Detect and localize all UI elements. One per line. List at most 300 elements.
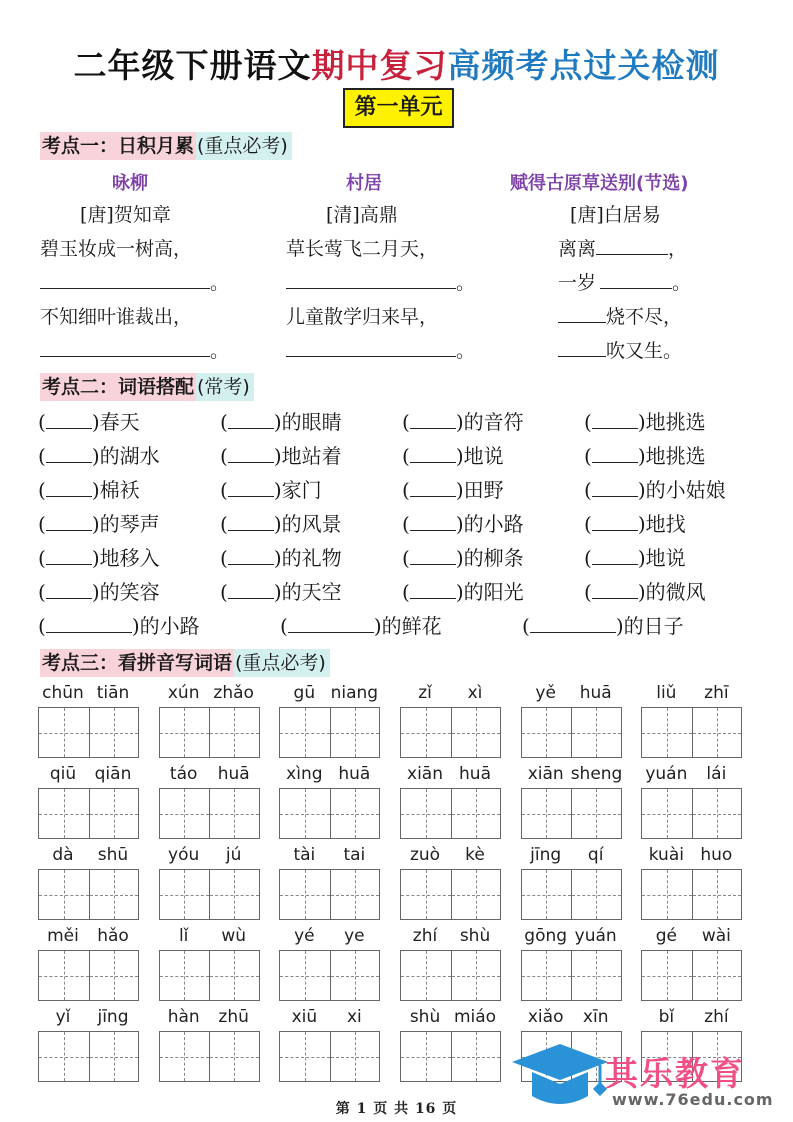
tianzige-boxes (400, 1031, 501, 1082)
poem-title: 咏柳 (112, 173, 148, 194)
pinyin-syllable: huā (459, 764, 491, 784)
pinyin-label (38, 1004, 159, 1031)
pinyin-syllable: qiān (94, 764, 132, 784)
poem-author: [清]高鼎 (326, 204, 398, 226)
collocation-item: ( )的小姑娘 (584, 473, 766, 507)
answer-blank[interactable] (46, 577, 92, 599)
pinyin-syllable: qí (587, 845, 604, 865)
pinyin-syllable: kuài (648, 845, 684, 865)
poem-line: 吹又生。 (510, 334, 770, 368)
tianzige-boxes (400, 788, 501, 839)
pinyin-word (279, 842, 400, 923)
page-title (0, 40, 793, 87)
pinyin-word (279, 1004, 400, 1085)
section-2-label: 考点二：词语搭配 (40, 373, 196, 401)
answer-blank[interactable] (286, 335, 456, 357)
writing-box[interactable] (89, 870, 139, 919)
pinyin-syllable: tiān (96, 683, 130, 703)
writing-box[interactable] (571, 951, 621, 1000)
pinyin-label (400, 761, 521, 788)
pinyin-word (641, 842, 762, 923)
writing-box[interactable] (692, 870, 742, 919)
section-3-header (40, 649, 330, 677)
pinyin-syllable: wài (701, 926, 731, 946)
answer-blank[interactable] (40, 267, 210, 289)
pinyin-syllable: lái (706, 764, 727, 784)
pinyin-label (521, 1004, 642, 1031)
pinyin-syllable: yé (294, 926, 315, 946)
writing-box[interactable] (280, 951, 330, 1000)
section-1-tag: (重点必考) (196, 132, 292, 160)
answer-blank[interactable] (558, 301, 606, 323)
pinyin-word (641, 923, 762, 1004)
writing-box[interactable] (522, 789, 572, 838)
pinyin-syllable: yǐ (55, 1007, 71, 1027)
collocation-item: ( )的小路 (402, 507, 584, 541)
writing-box[interactable] (571, 708, 621, 757)
collocation-item: ( )的风景 (220, 507, 402, 541)
answer-blank[interactable] (228, 441, 274, 463)
writing-box[interactable] (451, 789, 501, 838)
answer-blank[interactable] (410, 543, 456, 565)
pinyin-syllable: xiǎo (527, 1007, 564, 1027)
writing-box[interactable] (280, 789, 330, 838)
pinyin-word (400, 923, 521, 1004)
tianzige-boxes (279, 707, 380, 758)
writing-box[interactable] (209, 870, 259, 919)
poem-title: 赋得古原草送别(节选) (510, 173, 689, 194)
collocation-item: ( )地站着 (220, 439, 402, 473)
answer-blank[interactable] (46, 509, 92, 531)
writing-box[interactable] (160, 870, 210, 919)
pinyin-word (279, 923, 400, 1004)
writing-box[interactable] (692, 951, 742, 1000)
answer-blank[interactable] (558, 335, 606, 357)
tianzige-boxes (159, 950, 260, 1001)
writing-box[interactable] (39, 1032, 89, 1081)
writing-box[interactable] (330, 951, 380, 1000)
poem-author: [唐]贺知章 (80, 204, 171, 226)
collocation-item: ( )地移入 (38, 541, 220, 575)
pinyin-syllable: měi (47, 926, 79, 946)
pinyin-label (159, 923, 280, 950)
pinyin-syllable: xiān (527, 764, 564, 784)
writing-box[interactable] (160, 789, 210, 838)
writing-box[interactable] (330, 708, 380, 757)
pinyin-label (641, 1004, 762, 1031)
pinyin-label (521, 761, 642, 788)
pinyin-syllable: lǐ (178, 926, 189, 946)
tianzige-boxes (38, 707, 139, 758)
writing-box[interactable] (571, 789, 621, 838)
writing-box[interactable] (692, 708, 742, 757)
answer-blank[interactable] (410, 407, 456, 429)
writing-box[interactable] (522, 951, 572, 1000)
answer-blank[interactable] (592, 475, 638, 497)
collocation-item: ( )的鲜花 (280, 609, 522, 643)
collocation-item: ( )的礼物 (220, 541, 402, 575)
poem-line: 碧玉妆成一树高， (40, 238, 193, 260)
section-1-label: 考点一：日积月累 (40, 132, 196, 160)
collocation-item: ( )家门 (220, 473, 402, 507)
collocation-item: ( )的柳条 (402, 541, 584, 575)
pinyin-syllable: ye (344, 926, 365, 946)
writing-box[interactable] (401, 789, 451, 838)
pinyin-syllable: huā (338, 764, 371, 784)
writing-box[interactable] (451, 951, 501, 1000)
pinyin-syllable: niang (330, 683, 379, 703)
pinyin-label (521, 680, 642, 707)
pinyin-syllable: shū (97, 845, 129, 865)
answer-blank[interactable] (410, 577, 456, 599)
pinyin-word (521, 923, 642, 1004)
pinyin-syllable: gū (293, 683, 316, 703)
page-footer: 第 1 页 共 16 页 (335, 1101, 458, 1117)
tianzige-boxes (521, 707, 622, 758)
pinyin-syllable: jīng (530, 845, 562, 865)
pinyin-word (159, 923, 280, 1004)
pinyin-syllable: yuán (574, 926, 617, 946)
pinyin-label (279, 761, 400, 788)
poem-line: 草长莺飞二月天， (286, 238, 439, 260)
pinyin-syllable: yóu (168, 845, 200, 865)
answer-blank[interactable] (46, 441, 92, 463)
writing-box[interactable] (209, 951, 259, 1000)
writing-box[interactable] (401, 951, 451, 1000)
tianzige-boxes (521, 950, 622, 1001)
writing-box[interactable] (89, 789, 139, 838)
pinyin-syllable: tai (343, 845, 366, 865)
writing-box[interactable] (522, 870, 572, 919)
pinyin-label (400, 923, 521, 950)
pinyin-syllable: tài (293, 845, 316, 865)
pinyin-word (400, 842, 521, 923)
pinyin-word (38, 923, 159, 1004)
writing-box[interactable] (642, 708, 692, 757)
pinyin-label (521, 923, 642, 950)
unit-badge: 第一单元 (343, 88, 454, 128)
collocation-item: ( )地找 (584, 507, 766, 541)
pinyin-label (400, 1004, 521, 1031)
tianzige-boxes (159, 707, 260, 758)
section-3-label: 考点三：看拼音写词语 (40, 649, 234, 677)
pinyin-syllable: zuò (409, 845, 441, 865)
writing-box[interactable] (280, 708, 330, 757)
pinyin-syllable: xìng (286, 764, 323, 784)
writing-box[interactable] (642, 951, 692, 1000)
writing-box[interactable] (642, 789, 692, 838)
pinyin-word (400, 761, 521, 842)
answer-blank[interactable] (228, 475, 274, 497)
pinyin-syllable: shù (459, 926, 491, 946)
pinyin-label (38, 923, 159, 950)
poem-author: [唐]白居易 (570, 204, 661, 226)
writing-box[interactable] (451, 870, 501, 919)
pinyin-word (521, 842, 642, 923)
collocation-item: ( )的湖水 (38, 439, 220, 473)
poem-answer-line[interactable]: 。 (40, 266, 270, 300)
pinyin-syllable: táo (169, 764, 198, 784)
tianzige-boxes (641, 950, 742, 1001)
pinyin-label (279, 842, 400, 869)
writing-box[interactable] (330, 789, 380, 838)
tianzige-boxes (521, 788, 622, 839)
tianzige-boxes (38, 788, 139, 839)
tianzige-boxes (641, 707, 742, 758)
pinyin-word (400, 1004, 521, 1085)
writing-box[interactable] (39, 708, 89, 757)
pinyin-label (641, 842, 762, 869)
collocation-row (38, 609, 778, 643)
poem-title: 村居 (346, 173, 382, 194)
collocation-item: ( )棉袄 (38, 473, 220, 507)
answer-blank[interactable] (228, 577, 274, 599)
writing-box[interactable] (160, 951, 210, 1000)
pinyin-word (38, 842, 159, 923)
pinyin-label (159, 680, 280, 707)
pinyin-syllable: gōng (524, 926, 568, 946)
collocation-row (38, 405, 778, 439)
pinyin-word (159, 680, 280, 761)
pinyin-syllable: dà (52, 845, 74, 865)
pinyin-word (38, 680, 159, 761)
poem-line: 儿童散学归来早， (286, 306, 439, 328)
tianzige-boxes (38, 869, 139, 920)
answer-blank[interactable] (228, 509, 274, 531)
writing-box[interactable] (209, 1032, 259, 1081)
writing-box[interactable] (522, 708, 572, 757)
collocation-item: ( )的琴声 (38, 507, 220, 541)
pinyin-label (641, 680, 762, 707)
collocation-item: ( )地挑选 (584, 405, 766, 439)
collocation-item: ( )田野 (402, 473, 584, 507)
section-2-tag: (常考) (196, 373, 254, 401)
pinyin-label (279, 1004, 400, 1031)
answer-blank[interactable] (228, 407, 274, 429)
pinyin-label (159, 1004, 280, 1031)
pinyin-syllable: zhī (704, 683, 729, 703)
answer-blank[interactable] (228, 543, 274, 565)
pinyin-syllable: xì (467, 683, 483, 703)
writing-box[interactable] (280, 1032, 330, 1081)
collocation-item: ( )的眼睛 (220, 405, 402, 439)
watermark-brand: 其乐教育 (605, 1054, 745, 1093)
pinyin-syllable: zǐ (418, 683, 432, 703)
pinyin-syllable: bǐ (658, 1007, 675, 1027)
graduation-cap-icon (510, 1040, 610, 1112)
title-part-checkpoint: 高频考点过关检测 (447, 46, 720, 85)
section-3-tag: (重点必考) (234, 649, 330, 677)
answer-blank[interactable] (592, 441, 638, 463)
pinyin-syllable: xún (167, 683, 200, 703)
writing-box[interactable] (401, 870, 451, 919)
collocation-row (38, 541, 778, 575)
writing-box[interactable] (89, 1032, 139, 1081)
pinyin-label (159, 842, 280, 869)
writing-box[interactable] (280, 870, 330, 919)
pinyin-word (38, 1004, 159, 1085)
tianzige-boxes (641, 869, 742, 920)
pinyin-label (38, 842, 159, 869)
pinyin-row (38, 761, 762, 842)
answer-blank[interactable] (40, 335, 210, 357)
tianzige-boxes (159, 1031, 260, 1082)
watermark (510, 1040, 790, 1120)
collocation-item: ( )的天空 (220, 575, 402, 609)
pinyin-syllable: huā (579, 683, 612, 703)
title-part-midterm: 期中复习 (311, 46, 448, 85)
pinyin-syllable: huā (217, 764, 250, 784)
answer-blank[interactable] (286, 267, 456, 289)
answer-blank[interactable] (592, 543, 638, 565)
writing-box[interactable] (89, 951, 139, 1000)
pinyin-syllable: xiān (407, 764, 443, 784)
collocation-item: ( )地说 (584, 541, 766, 575)
writing-box[interactable] (401, 1032, 451, 1081)
answer-blank[interactable] (592, 509, 638, 531)
writing-box[interactable] (401, 708, 451, 757)
pinyin-syllable: zhí (412, 926, 438, 946)
poem-answer-line[interactable]: 。 (40, 334, 270, 368)
tianzige-boxes (400, 869, 501, 920)
pinyin-label (400, 842, 521, 869)
pinyin-syllable: jīng (97, 1007, 129, 1027)
writing-box[interactable] (330, 870, 380, 919)
pinyin-label (38, 761, 159, 788)
answer-blank[interactable] (46, 611, 132, 633)
pinyin-syllable: jú (225, 845, 242, 865)
answer-blank[interactable] (46, 543, 92, 565)
collocation-item: ( )的阳光 (402, 575, 584, 609)
tianzige-boxes (279, 1031, 380, 1082)
answer-blank[interactable] (410, 475, 456, 497)
pinyin-syllable: wù (221, 926, 247, 946)
pinyin-syllable: sheng (570, 764, 623, 784)
tianzige-boxes (400, 707, 501, 758)
pinyin-word (279, 761, 400, 842)
title-part-grade: 二年级下册语文 (73, 46, 312, 85)
pinyin-syllable: hǎo (97, 926, 129, 946)
tianzige-boxes (400, 950, 501, 1001)
poem-answer-line[interactable]: 。 (286, 266, 516, 300)
collocation-item: ( )的小路 (38, 609, 280, 643)
tianzige-boxes (279, 788, 380, 839)
writing-box[interactable] (209, 708, 259, 757)
pinyin-word (641, 761, 762, 842)
collocation-list (38, 405, 778, 643)
pinyin-syllable: kè (465, 845, 485, 865)
collocation-item: ( )的日子 (522, 609, 764, 643)
pinyin-syllable: gé (655, 926, 677, 946)
writing-box[interactable] (160, 708, 210, 757)
collocation-item: ( )地挑选 (584, 439, 766, 473)
answer-blank[interactable] (288, 611, 374, 633)
writing-box[interactable] (451, 708, 501, 757)
pinyin-label (159, 761, 280, 788)
pinyin-word (159, 1004, 280, 1085)
writing-box[interactable] (39, 951, 89, 1000)
poem-line: 不知细叶谁裁出， (40, 306, 193, 328)
pinyin-row (38, 842, 762, 923)
poem-answer-line[interactable]: 。 (286, 334, 516, 368)
watermark-url: www.76edu.com (612, 1090, 774, 1109)
writing-box[interactable] (39, 870, 89, 919)
writing-box[interactable] (160, 1032, 210, 1081)
poem-yongliu (40, 170, 270, 368)
tianzige-boxes (38, 1031, 139, 1082)
pinyin-syllable: yě (535, 683, 556, 703)
section-1-header (40, 132, 292, 160)
poem-line: 烧不尽， (510, 300, 770, 334)
pinyin-label (279, 923, 400, 950)
collocation-item: ( )的音符 (402, 405, 584, 439)
poem-line: 离离 ， (510, 232, 770, 266)
answer-blank[interactable] (600, 267, 672, 289)
writing-box[interactable] (39, 789, 89, 838)
answer-blank[interactable] (592, 577, 638, 599)
pinyin-word (38, 761, 159, 842)
pinyin-syllable: xīn (582, 1007, 609, 1027)
collocation-item: ( )的微风 (584, 575, 766, 609)
tianzige-boxes (159, 788, 260, 839)
writing-box[interactable] (89, 708, 139, 757)
writing-box[interactable] (209, 789, 259, 838)
pinyin-row (38, 680, 762, 761)
answer-blank[interactable] (596, 233, 668, 255)
tianzige-boxes (38, 950, 139, 1001)
writing-box[interactable] (692, 789, 742, 838)
collocation-row (38, 575, 778, 609)
pinyin-word (521, 761, 642, 842)
pinyin-syllable: xi (346, 1007, 362, 1027)
pinyin-syllable: yuán (645, 764, 688, 784)
tianzige-boxes (641, 788, 742, 839)
answer-blank[interactable] (46, 475, 92, 497)
pinyin-label (279, 680, 400, 707)
pinyin-label (400, 680, 521, 707)
pinyin-syllable: qiū (49, 764, 77, 784)
pinyin-label (641, 761, 762, 788)
answer-blank[interactable] (530, 611, 616, 633)
pinyin-syllable: zhū (218, 1007, 249, 1027)
pinyin-syllable: miáo (453, 1007, 497, 1027)
answer-blank[interactable] (410, 509, 456, 531)
pinyin-syllable: liǔ (656, 683, 677, 703)
answer-blank[interactable] (410, 441, 456, 463)
poem-fudegu (510, 170, 770, 368)
answer-blank[interactable] (592, 407, 638, 429)
pinyin-word (400, 680, 521, 761)
writing-box[interactable] (571, 870, 621, 919)
collocation-item: ( )春天 (38, 405, 220, 439)
writing-box[interactable] (330, 1032, 380, 1081)
collocation-row (38, 507, 778, 541)
writing-box[interactable] (451, 1032, 501, 1081)
pinyin-word (159, 761, 280, 842)
poem-line: 一岁 。 (510, 266, 770, 300)
collocation-row (38, 439, 778, 473)
tianzige-boxes (279, 950, 380, 1001)
collocation-item: ( )的笑容 (38, 575, 220, 609)
pinyin-word (521, 680, 642, 761)
pinyin-label (521, 842, 642, 869)
collocation-item: ( )地说 (402, 439, 584, 473)
pinyin-label (641, 923, 762, 950)
writing-box[interactable] (642, 870, 692, 919)
pinyin-word (159, 842, 280, 923)
pinyin-grid (38, 680, 762, 1085)
answer-blank[interactable] (46, 407, 92, 429)
